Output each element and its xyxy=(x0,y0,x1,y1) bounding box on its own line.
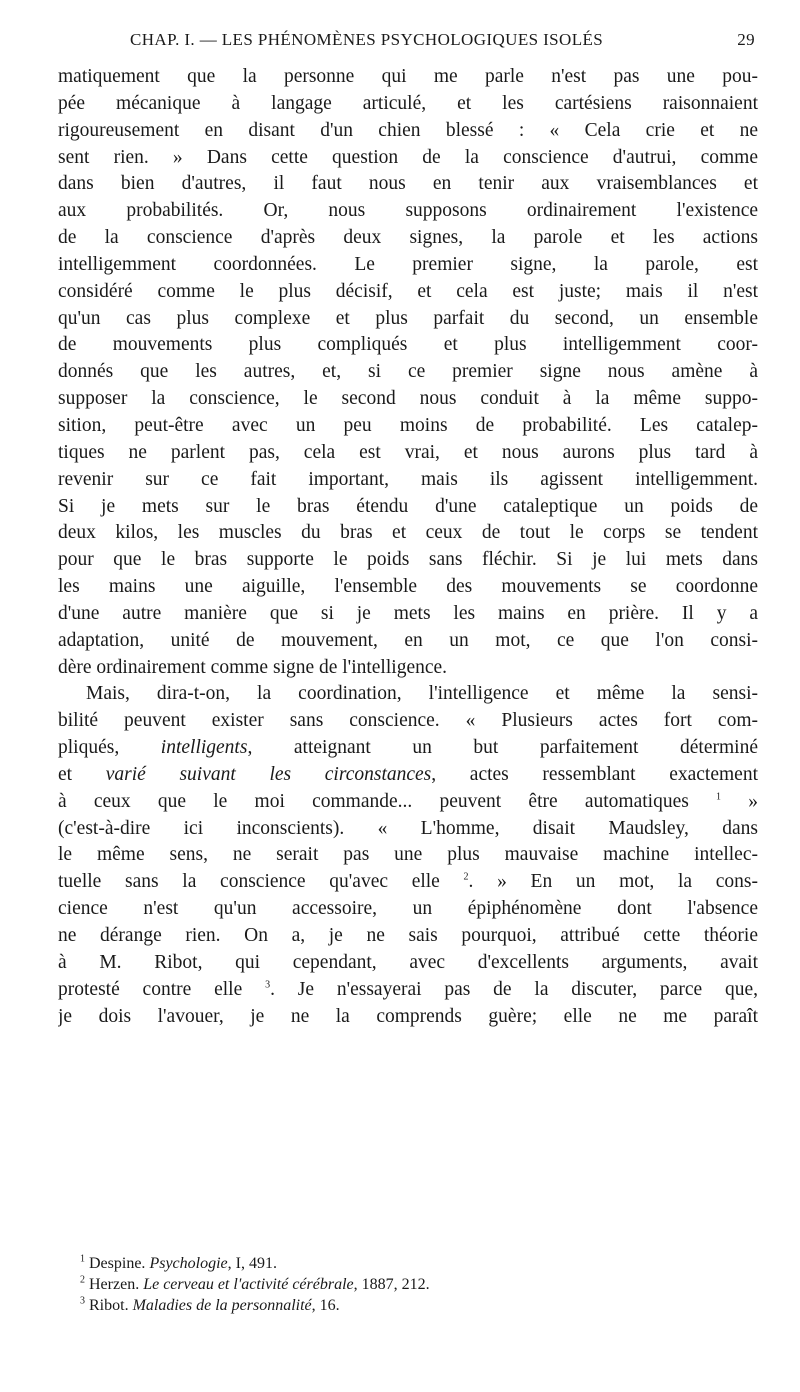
page-number: 29 xyxy=(737,30,755,49)
text-line: pliqués, intelligents, atteignant un but parfaitement déterminé xyxy=(58,737,758,759)
text-line: protesté contre elle $^3$. Je n'essayerai pas de la discuter, parce que, xyxy=(58,978,758,1000)
footnote: $^2$ Herzen. Le cerveau et l'activité cérébrale, 1887, 212. xyxy=(80,1274,430,1293)
text-line: cience n'est qu'un accessoire, un épiphénomène dont l'absence xyxy=(58,898,758,920)
footnote-number: 3 xyxy=(80,1295,85,1307)
running-header xyxy=(130,30,755,58)
text-line: sent rien. » Dans cette question de la conscience d'autrui, comme xyxy=(58,146,758,168)
text-line: et varié suivant les circonstances, actes ressemblant exactement xyxy=(58,763,758,785)
text-line: ne dérange rien. On a, je ne sais pourquoi, attribué cette théorie xyxy=(58,925,758,946)
text-line: tiques ne parlent pas, cela est vrai, et nous aurons plus tard à xyxy=(58,441,758,463)
footnote-title: Psychologie xyxy=(149,1255,228,1272)
text-line: les mains une aiguille, l'ensemble des mouvements se coordonne xyxy=(58,576,758,598)
text-line: le même sens, ne serait pas une plus mauvaise machine intellec- xyxy=(58,844,758,866)
text-line: deux kilos, les muscles du bras et ceux de tout le corps se tendent xyxy=(58,522,758,544)
text-line: d'une autre manière que si je mets les mains en prière. Il y a xyxy=(58,602,758,624)
emphasis: intelligents xyxy=(160,737,248,759)
footnote: $^3$ Ribot. Maladies de la personnalité, 16. xyxy=(80,1295,340,1314)
text-line: dans bien d'autres, il faut nous en tenir aux vraisemblances et xyxy=(58,173,758,195)
footnote-number: 2 xyxy=(80,1274,85,1286)
footnote-title: Maladies de la personnalité xyxy=(132,1297,312,1314)
footnote-title: Le cerveau et l'activité cérébrale xyxy=(143,1276,354,1293)
text-line: je dois l'avouer, je ne la comprends guère; elle ne me paraît xyxy=(58,1005,758,1027)
text-line: à M. Ribot, qui cependant, avec d'excellents arguments, avait xyxy=(58,951,758,973)
text-line: donnés que les autres, et, si ce premier signe nous amène à xyxy=(58,361,758,383)
footnote-ref: 3 xyxy=(265,979,271,991)
text-line: pée mécanique à langage articulé, et les cartésiens raisonnaient xyxy=(58,92,758,114)
footnote-ref: 1 xyxy=(716,791,722,803)
text-line: à ceux que le moi commande... peuvent être automatiques $^1$ » xyxy=(58,790,758,812)
text-line: dère ordinairement comme signe de l'intelligence. xyxy=(58,656,448,678)
text-line: sition, peut-être avec un peu moins de probabilité. Les catalep- xyxy=(58,414,758,436)
text-line: pour que le bras supporte le poids sans fléchir. Si je lui mets dans xyxy=(58,549,758,571)
text-line: qu'un cas plus complexe et plus parfait du second, un ensemble xyxy=(58,307,758,329)
footnotes xyxy=(80,1253,740,1316)
body-text xyxy=(58,64,758,1030)
text-line: considéré comme le plus décisif, et cela est juste; mais il n'est xyxy=(58,280,758,302)
footnote-ref: 2 xyxy=(463,871,469,883)
footnote-number: 1 xyxy=(80,1253,85,1265)
text-line: (c'est-à-dire ici inconscients). « L'homme, disait Maudsley, dans xyxy=(58,817,758,839)
running-title: CHAP. I. — LES PHÉNOMÈNES PSYCHOLOGIQUES ISOLÉS xyxy=(130,30,604,49)
text-line: Si je mets sur le bras étendu d'une cataleptique un poids de xyxy=(58,495,758,517)
text-line: matiquement que la personne qui me parle n'est pas une pou- xyxy=(58,66,758,87)
text-line: tuelle sans la conscience qu'avec elle $^2$. » En un mot, la cons- xyxy=(58,871,758,893)
text-line: supposer la conscience, le second nous conduit à la même suppo- xyxy=(58,388,758,410)
text-line: aux probabilités. Or, nous supposons ordinairement l'existence xyxy=(58,200,758,222)
text-line: de la conscience d'après deux signes, la parole et les actions xyxy=(58,227,758,249)
emphasis: varié suivant les circonstances xyxy=(105,763,432,785)
footnote: $^1$ Despine. Psychologie, I, 491. xyxy=(80,1253,277,1272)
text-line: bilité peuvent exister sans conscience. « Plusieurs actes fort com- xyxy=(58,710,758,732)
text-line: revenir sur ce fait important, mais ils agissent intelligemment. xyxy=(58,468,758,490)
text-line: adaptation, unité de mouvement, en un mot, ce que l'on consi- xyxy=(58,629,758,651)
text-line: rigoureusement en disant d'un chien blessé : « Cela crie et ne xyxy=(58,119,758,141)
text-line: de mouvements plus compliqués et plus intelligemment coor- xyxy=(58,334,758,356)
text-line: Mais, dira-t-on, la coordination, l'intelligence et même la sensi- xyxy=(86,683,758,705)
text-line: intelligemment coordonnées. Le premier signe, la parole, est xyxy=(58,253,758,275)
